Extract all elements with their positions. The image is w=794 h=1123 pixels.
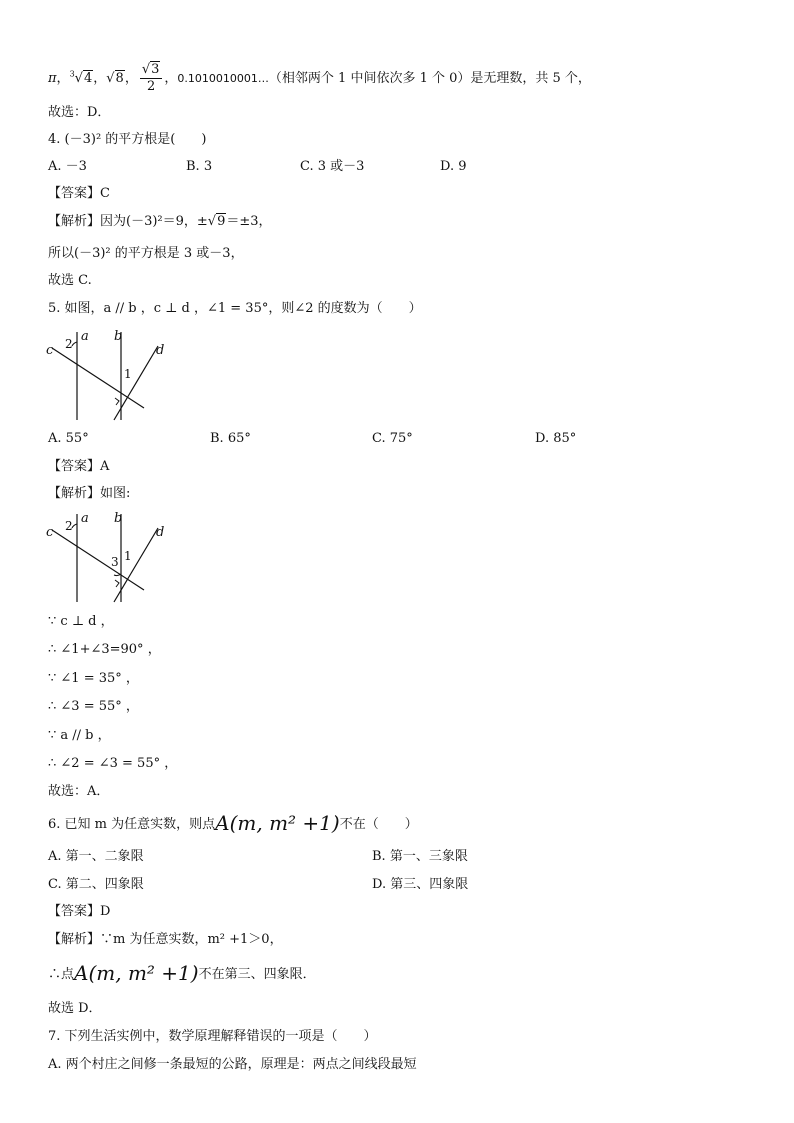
label-angle-3: 3 [111, 555, 119, 569]
q6-answer: 【答案】D [48, 904, 111, 919]
q5-analysis-head: 【解析】如图: [48, 486, 131, 501]
repeating-decimal: 0.1010010001… [177, 72, 269, 85]
label-c: c [46, 525, 54, 540]
q6-option-c: C. 第二、四象限 [48, 877, 144, 892]
q6-stem: 6. 已知 m 为任意实数，则点A(m, m² +1)不在（ ） [48, 811, 418, 835]
q5-choice: 故选：A． [48, 784, 110, 799]
label-a: a [81, 511, 89, 526]
q4-option-c: C. 3 或－3 [300, 159, 365, 174]
q5-option-a: A. 55° [48, 431, 89, 446]
label-d: d [156, 343, 165, 358]
angle-3-arc [114, 574, 121, 576]
q4-stem: 4. (－3)² 的平方根是( ) [48, 132, 207, 147]
label-angle-2: 2 [65, 519, 73, 533]
q6-choice: 故选 D． [48, 1001, 102, 1016]
q6-analysis-line2: ∴点A(m, m² +1)不在第三、四象限． [48, 961, 316, 985]
q4-choice: 故选 C. [48, 273, 92, 288]
q4-option-a: A. －3 [48, 159, 87, 174]
right-angle-mark [115, 398, 119, 405]
pi-symbol: π [48, 71, 57, 86]
cbrt-index: 3 [69, 69, 75, 79]
q5-answer: 【答案】A [48, 459, 110, 474]
q5-option-b: B. 65° [210, 431, 251, 446]
label-c: c [46, 343, 54, 358]
angle-2-arc [72, 342, 77, 346]
q5-step-2: ∴ ∠1+∠3=90° ， [48, 642, 161, 657]
q7-option-a: A. 两个村庄之间修一条最短的公路，原理是：两点之间线段最短 [48, 1057, 417, 1072]
q4-analysis-line1: 【解析】因为(－3)²＝9，±√9＝±3， [48, 214, 272, 229]
q5-step-3: ∵ ∠1 = 35° ， [48, 671, 139, 686]
right-angle-mark [115, 580, 119, 587]
q4-analysis-line2: 所以(－3)² 的平方根是 3 或－3， [48, 246, 244, 261]
label-b: b [114, 511, 123, 526]
q7-stem: 7. 下列生活实例中，数学原理解释错误的一项是（ ） [48, 1029, 377, 1044]
q6-option-b: B. 第一、三象限 [372, 849, 468, 864]
label-a: a [81, 329, 89, 344]
label-b: b [114, 329, 123, 344]
q6-option-a: A. 第一、二象限 [48, 849, 144, 864]
q4-option-b: B. 3 [186, 159, 213, 174]
q5-step-5: ∵ a // b ， [48, 728, 111, 743]
q3-note: （相邻两个 1 中间依次多 1 个 0）是无理数，共 5 个， [268, 71, 591, 86]
q5-step-6: ∴ ∠2 = ∠3 = 55° ， [48, 756, 178, 771]
label-angle-1: 1 [124, 549, 132, 563]
q5-analysis-figure [44, 508, 174, 608]
label-angle-2: 2 [65, 337, 73, 351]
q6-analysis-line1: 【解析】∵m 为任意实数，m² +1＞0， [48, 932, 283, 947]
point-expression: A(m, m² +1) [215, 811, 340, 835]
label-d: d [156, 525, 165, 540]
q3-irrational-list: π，$^3$√4，√8， $\frac{√3}{2}$ ，0.1010010001…（相邻两个 1 中间依次多 1 个 0）是无理数，共 5 个， [48, 62, 591, 94]
q4-answer: 【答案】C [48, 186, 110, 201]
label-angle-1: 1 [124, 367, 132, 381]
q5-step-4: ∴ ∠3 = 55° ， [48, 699, 139, 714]
angle-2-arc [72, 524, 77, 528]
q5-option-c: C. 75° [372, 431, 413, 446]
q5-stem: 5. 如图，a // b ，c ⊥ d ，∠1 = 35°，则∠2 的度数为（ ） [48, 301, 422, 316]
q3-choice: 故选：D． [48, 105, 111, 120]
q5-step-1: ∵ c ⊥ d ， [48, 614, 114, 629]
sqrt3-over-2: $\frac{√3}{2}$ [140, 62, 163, 95]
q5-option-d: D. 85° [535, 431, 577, 446]
sqrt8-radicand: 8 [115, 71, 124, 86]
q5-figure [44, 326, 174, 426]
q4-option-d: D. 9 [440, 159, 467, 174]
cbrt-radicand: 4 [83, 71, 93, 86]
q6-option-d: D. 第三、四象限 [372, 877, 469, 892]
